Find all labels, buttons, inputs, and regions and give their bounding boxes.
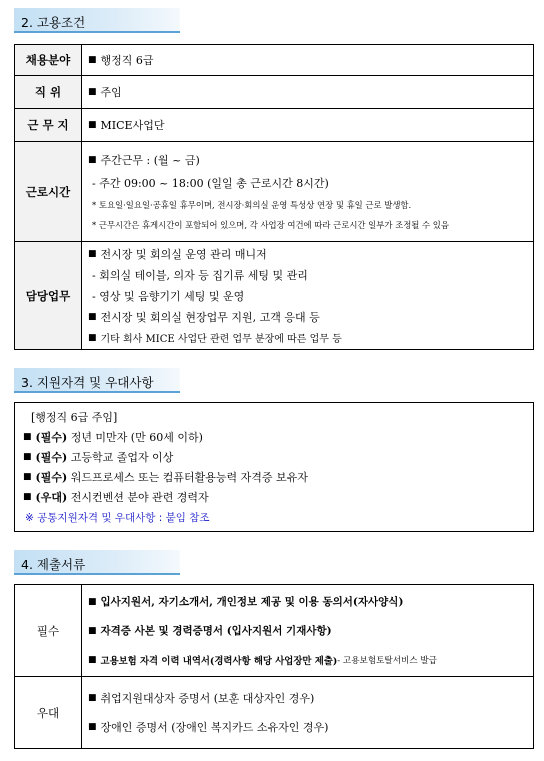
rank-label: 직 위 — [15, 76, 82, 109]
row-field — [15, 45, 534, 76]
bullet-icon: ■ — [88, 120, 97, 130]
row-place — [15, 109, 534, 142]
bullet-icon: ■ — [23, 472, 32, 482]
required-doc-3-note: - 고용보험토탈서비스 발급 — [337, 655, 437, 666]
bullet-icon: ■ — [88, 332, 97, 343]
required-doc-2: 자격증 사본 및 경력증명서 (입사지원서 기재사항) — [100, 625, 332, 637]
bullet-icon: ■ — [88, 693, 97, 703]
bullet-icon: ■ — [88, 722, 97, 732]
bullet-icon: ■ — [23, 452, 32, 462]
section-3-title: 3. 지원자격 및 우대사항 — [14, 368, 180, 393]
field-value: 행정직 6급 — [100, 54, 154, 67]
employment-conditions-table — [14, 44, 534, 350]
bullet-icon: ■ — [88, 55, 97, 65]
list-item: ■ (필수) 고등학교 졸업자 이상 — [23, 451, 174, 464]
hours-line-4: * 근무시간은 휴게시간이 포함되어 있으며, 각 사업장 여건에 따라 근로시간 일부가 조정될 수 있음 — [92, 219, 449, 230]
hours-label: 근로시간 — [15, 142, 82, 242]
bullet-icon: ■ — [88, 248, 97, 259]
place-value: MICE사업단 — [100, 119, 165, 132]
bullet-icon: ■ — [88, 154, 97, 165]
row-rank — [15, 76, 534, 109]
bullet-icon: ■ — [88, 87, 97, 97]
duty-line-5: 기타 회사 MICE 사업단 관련 업무 분장에 따른 업무 등 — [100, 334, 342, 345]
duty-line-4: 전시장 및 회의실 현장업무 지원, 고객 응대 등 — [100, 310, 320, 324]
rank-value: 주임 — [100, 86, 122, 99]
bullet-icon: ■ — [88, 654, 97, 665]
bullet-icon: ■ — [23, 492, 32, 502]
preferred-doc-2: 장애인 증명서 (장애인 복지카드 소유자인 경우) — [100, 721, 329, 734]
place-label: 근 무 지 — [15, 109, 82, 142]
field-label: 채용분야 — [15, 45, 82, 76]
bullet-icon: ■ — [88, 596, 97, 607]
duty-line-1: 전시장 및 회의실 운영 관리 매니저 — [100, 247, 267, 261]
qualifications-header: [행정직 6급 주임] — [31, 411, 118, 424]
hours-line-1: 주간근무 : (월 ~ 금) — [100, 153, 200, 167]
list-item: ■ (필수) 정년 미만자 (만 60세 이하) — [23, 431, 203, 444]
qualifications-box — [14, 402, 534, 532]
required-doc-3: 고용보험 자격 이력 내역서(경력사항 해당 사업장만 제출) — [100, 655, 338, 667]
bullet-icon: ■ — [23, 432, 32, 442]
section-4-title: 4. 제출서류 — [14, 550, 180, 575]
duty-line-2: - 회의실 테이블, 의자 등 집기류 세팅 및 관리 — [92, 268, 308, 282]
required-label: 필수 — [15, 585, 82, 677]
duty-label: 담당업무 — [15, 242, 82, 350]
row-preferred-docs — [15, 677, 534, 749]
row-duties — [15, 242, 534, 350]
duty-line-3: - 영상 및 음향기기 세팅 및 운영 — [92, 289, 245, 303]
preferred-doc-1: 취업지원대상자 증명서 (보훈 대상자인 경우) — [100, 692, 315, 705]
required-doc-1: 입사지원서, 자기소개서, 개인정보 제공 및 이용 동의서(자사양식) — [100, 596, 404, 608]
bullet-icon: ■ — [88, 625, 97, 636]
hours-line-3: * 토요일·일요일·공휴일 휴무이며, 전시장·회의실 운영 특성상 연장 및 휴일 근로 발생함. — [92, 199, 412, 210]
documents-table — [14, 584, 534, 749]
row-required-docs — [15, 585, 534, 677]
list-item: ■ (우대) 전시컨벤션 분야 관련 경력자 — [23, 491, 209, 504]
row-hours — [15, 142, 534, 242]
bullet-icon: ■ — [88, 311, 97, 322]
section-2-title: 2. 고용조건 — [14, 8, 180, 33]
preferred-label: 우대 — [15, 677, 82, 749]
hours-line-2: - 주간 09:00 ~ 18:00 (일일 총 근로시간 8시간) — [92, 176, 329, 190]
reference-note: ※ 공통지원자격 및 우대사항 : 붙임 참조 — [25, 511, 210, 524]
list-item: ■ (필수) 워드프로세스 또는 컴퓨터활용능력 자격증 보유자 — [23, 471, 308, 484]
